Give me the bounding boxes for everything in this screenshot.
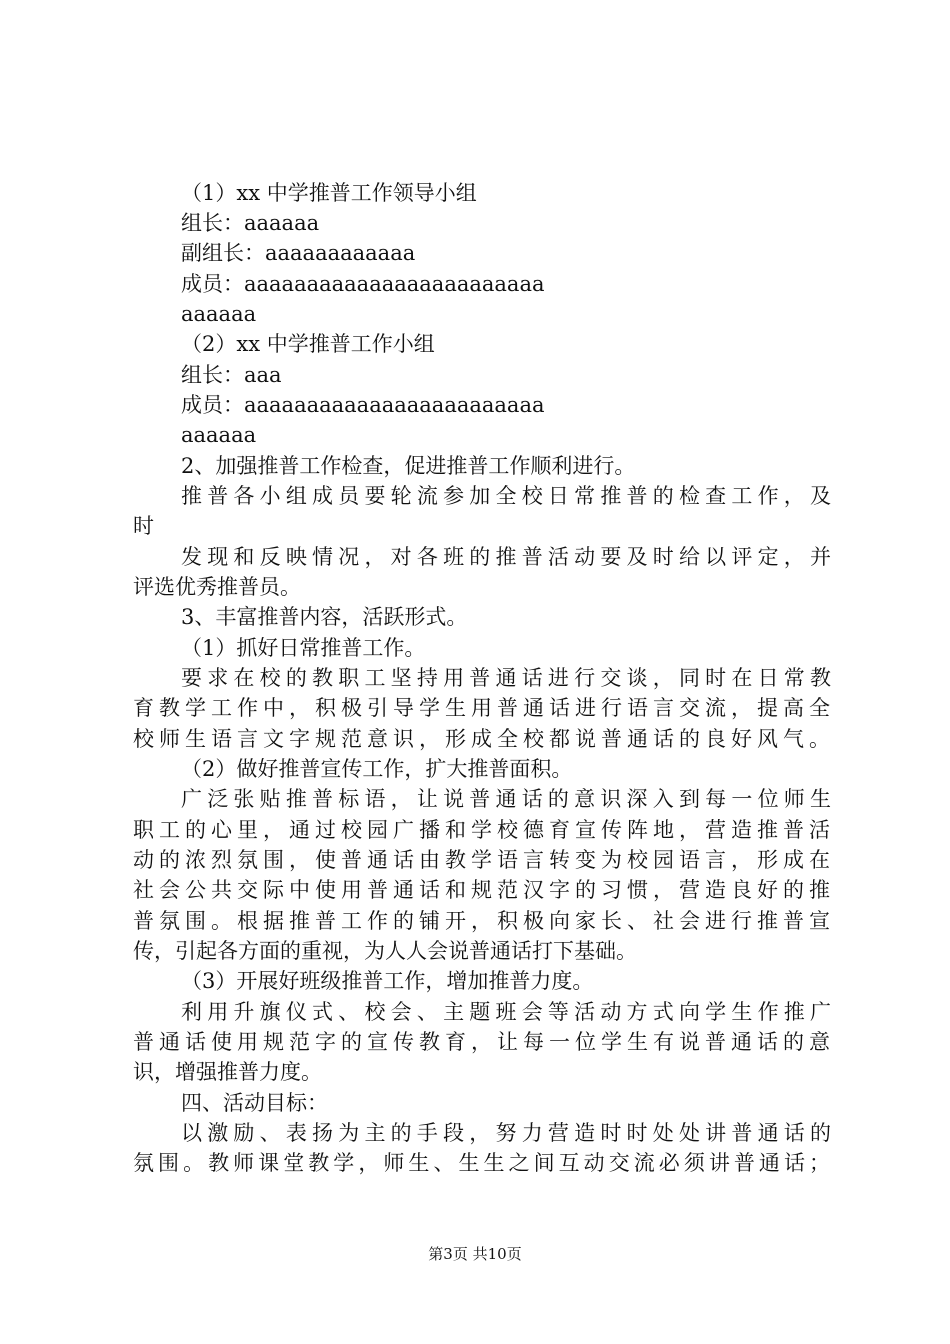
text-line: 传，引起各方面的重视，为人人会说普通话打下基础。: [133, 939, 637, 963]
text-line: 普通话使用规范字的宣传教育，让每一位学生有说普通话的意: [133, 1030, 830, 1054]
text-line: 广泛张贴推普标语，让说普通话的意识深入到每一位师生: [181, 787, 831, 811]
text-line: 组长：aaa: [181, 363, 282, 387]
text-line: aaaaaa: [181, 423, 257, 447]
text-line: 要求在校的教职工坚持用普通话进行交谈，同时在日常教: [181, 666, 831, 690]
text-line: 社会公共交际中使用普通话和规范汉字的习惯，营造良好的推: [133, 878, 830, 902]
text-line: （2）xx 中学推普工作小组: [181, 332, 435, 356]
text-line: 2、加强推普工作检查，促进推普工作顺利进行。: [181, 454, 636, 478]
text-line: （1）抓好日常推普工作。: [181, 636, 426, 660]
text-line: 时: [133, 514, 154, 538]
text-line: 氛围。教师课堂教学，师生、生生之间互动交流必须讲普通话；: [133, 1151, 830, 1175]
text-line: 育教学工作中，积极引导学生用普通话进行语言交流，提高全: [133, 696, 830, 720]
text-line: 评选优秀推普员。: [133, 575, 301, 599]
text-line: 副组长：aaaaaaaaaaaa: [181, 241, 416, 265]
text-line: 普氛围。根据推普工作的铺开，积极向家长、社会进行推普宣: [133, 909, 830, 933]
text-line: 四、活动目标：: [181, 1091, 328, 1115]
text-line: aaaaaa: [181, 302, 257, 326]
page-number-footer: 第3页 共10页: [428, 1245, 522, 1263]
text-line: （3）开展好班级推普工作，增加推普力度。: [181, 969, 594, 993]
text-line: （2）做好推普宣传工作，扩大推普面积。: [181, 757, 573, 781]
text-line: 利用升旗仪式、校会、主题班会等活动方式向学生作推广: [181, 1000, 831, 1024]
text-line: 动的浓烈氛围，使普通话由教学语言转变为校园语言，形成在: [133, 848, 830, 872]
text-line: （1）xx 中学推普工作领导小组: [181, 181, 477, 205]
text-line: 3、丰富推普内容，活跃形式。: [181, 605, 468, 629]
text-line: 组长：aaaaaa: [181, 211, 320, 235]
text-line: 以激励、表扬为主的手段，努力营造时时处处讲普通话的: [181, 1121, 831, 1145]
text-line: 职工的心里，通过校园广播和学校德育宣传阵地，营造推普活: [133, 818, 830, 842]
text-line: 推普各小组成员要轮流参加全校日常推普的检查工作，及: [181, 484, 831, 508]
text-line: 发现和反映情况，对各班的推普活动要及时给以评定，并: [181, 545, 831, 569]
text-line: 成员：aaaaaaaaaaaaaaaaaaaaaaaa: [181, 272, 545, 296]
text-line: 成员：aaaaaaaaaaaaaaaaaaaaaaaa: [181, 393, 545, 417]
text-line: 识，增强推普力度。: [133, 1060, 322, 1084]
text-line: 校师生语言文字规范意识，形成全校都说普通话的良好风气。: [133, 727, 830, 751]
